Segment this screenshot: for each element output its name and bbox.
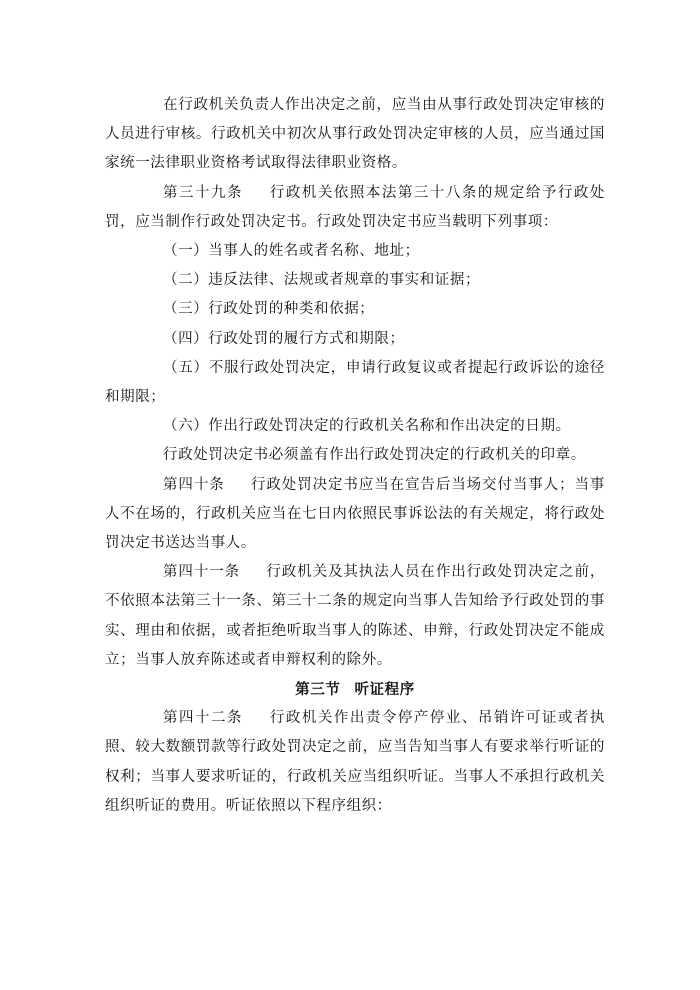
section-label: 第三节: [295, 681, 341, 699]
article-39: [105, 179, 605, 237]
article-42: [105, 704, 605, 821]
article-39-label: 第三十九条: [163, 184, 243, 201]
article-41-text: 行政机关及其执法人员在作出行政处罚决定之前，不依照本法第三十一条、第三十二条的规定向当事人告知给予行政处罚的事实、理由和依据，或者拒绝听取当事人的陈述、申辩，行政处罚决定不能成立；当事人放弃陈述或者申辩权利的除外。: [105, 564, 606, 668]
list-item-3: （三）行政处罚的种类和依据；: [163, 301, 375, 318]
list-item-5: （五）不服行政处罚决定，申请行政复议或者提起行政诉讼的途径和期限；: [105, 359, 605, 406]
article-41-label: 第四十一条: [163, 564, 241, 581]
article-40-text: 行政处罚决定书应当在宣告后当场交付当事人；当事人不在场的，行政机关应当在七日内依照民事诉讼法的有关规定，将行政处罚决定书送达当事人。: [105, 476, 605, 552]
article-39-text: 行政机关依照本法第三十八条的规定给予行政处罚，应当制作行政处罚决定书。行政处罚决定书应当载明下列事项：: [105, 184, 605, 230]
list-item-2: （二）违反法律、法规或者规章的事实和证据；: [163, 272, 481, 289]
article-40-label: 第四十条: [163, 476, 225, 493]
article-41: [105, 558, 605, 675]
article-42-label: 第四十二条: [163, 710, 243, 727]
list-item-6: （六）作出行政处罚决定的行政机关名称和作出决定的日期。: [163, 418, 571, 435]
article-42-text: 行政机关作出责令停产停业、吊销许可证或者执照、较大数额罚款等行政处罚决定之前，应当告知当事人有要求举行听证的权利；当事人要求听证的，行政机关应当组织听证。当事人不承担行政机关组织听证的费用。听证依照以下程序组织：: [105, 710, 605, 814]
section-heading: [105, 675, 605, 704]
article-40: [105, 471, 605, 559]
list-item-4: （四）行政处罚的履行方式和期限；: [163, 330, 405, 347]
section-title: 听证程序: [354, 681, 415, 699]
paragraph-review: 在行政机关负责人作出决定之前，应当由从事行政处罚决定审核的人员进行审核。行政机关中初次从事行政处罚决定审核的人员，应当通过国家统一法律职业资格考试取得法律职业资格。: [105, 97, 605, 172]
list-item-1: （一）当事人的姓名或者名称、地址；: [163, 243, 420, 260]
paragraph-seal: 行政处罚决定书必须盖有作出行政处罚决定的行政机关的印章。: [163, 447, 586, 464]
document-body: [105, 91, 605, 821]
